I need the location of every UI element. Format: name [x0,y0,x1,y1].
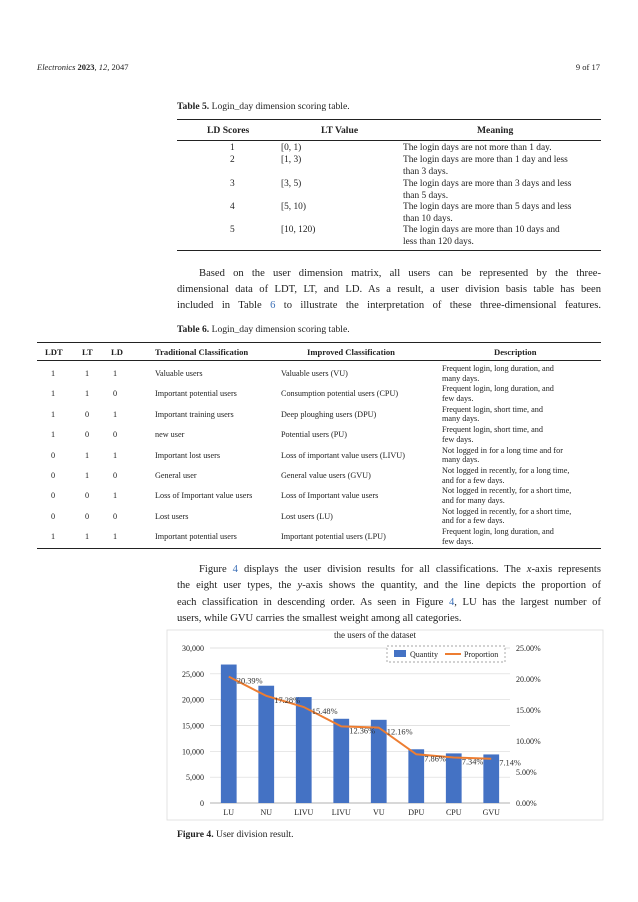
left-axis-tick-label: 5,000 [186,773,204,783]
table5-meaning-cont: than 10 days. [403,214,453,224]
table6-ld: 0 [113,430,118,440]
para2-text: Figure [199,564,227,575]
table6-traditional: Important training users [155,409,234,419]
proportion-data-label: 17.28% [274,695,301,705]
category-label: GVU [482,808,500,817]
table6-improved: Deep ploughing users (DPU) [281,409,377,419]
table5-score: 1 [230,143,235,153]
table6-bottom-rule [37,548,601,549]
para2-line4: users, while GVU carries the smallest weight among all categories. [177,613,462,625]
table6-description: few days. [442,536,474,546]
left-axis-tick-label: 10,000 [182,747,204,757]
table6-col-lt: LT [82,347,93,357]
table6-traditional: Loss of Important value users [155,491,253,501]
para2-line3 [177,595,601,611]
figure4-caption-label: Figure 4. [177,829,214,840]
table6-lt: 1 [85,532,90,542]
table6-improved: General value users (GVU) [281,471,371,480]
proportion-data-label: 15.48% [311,707,338,717]
para2-text: -axis shows the quantity, and the line depicts the proportion of [302,580,601,592]
category-label: CPU [445,808,462,817]
table6-col-ld: LD [111,347,123,357]
table5-meaning: The login days are not more than 1 day. [403,143,552,153]
para2-text: displays the user division results for all classifications. The [243,564,521,575]
quantity-bar [483,754,499,803]
table6-traditional: Lost users [155,511,189,521]
journal-year: 2023 [77,62,95,72]
table6-description: Frequent login, long duration, and [442,527,554,537]
table6-traditional: General user [155,471,197,480]
table6-caption-text: Login_day dimension scoring table. [211,324,350,335]
quantity-bar [258,686,274,803]
article-number: 2047 [111,62,129,72]
right-axis-tick-label: 15.00% [516,706,541,715]
table6-col-ldt: LDT [45,347,63,357]
table5-col-meaning: Meaning [477,125,514,136]
table6-ld: 1 [113,450,118,460]
para1-line1: Based on the user dimension matrix, all users can be represented by the three- [199,268,601,279]
chart-title: the users of the dataset [334,630,416,640]
table5-value: [1, 3) [281,155,302,165]
table5-meaning: The login days are more than 1 day and less [403,155,568,165]
table6-description: Frequent login, long duration, and [442,364,554,373]
table6-description: Frequent login, short time, and [442,404,543,414]
para2-text: each classification in descending order. As seen in Figure [177,596,444,608]
quantity-bar [296,697,312,803]
chart-legend [387,646,505,662]
table5-value: [0, 1) [281,143,302,153]
table5-score: 4 [230,202,235,212]
table6-description: Frequent login, long duration, and [442,384,554,394]
table6-ldt: 1 [51,532,56,542]
table6-description: many days. [442,455,480,465]
user-division-chart [165,628,605,824]
page-number: 9 of 17 [575,62,600,72]
table6-description: and for a few days. [442,516,505,526]
left-axis-tick-label: 25,000 [182,669,204,679]
table6-description: and for many days. [442,496,505,505]
table6-lt: 0 [85,409,90,419]
category-label: VU [372,808,385,817]
right-axis-tick-label: 20.00% [516,675,541,684]
table6-improved: Loss of important value users (LIVU) [281,450,405,460]
table6-lt: 0 [85,430,90,440]
table5-meaning-cont: than 5 days. [403,191,449,201]
paragraph-figure4-description [177,562,601,628]
quantity-bar [221,665,237,803]
category-label: LIVU [331,808,351,817]
table6-lt: 1 [85,369,90,378]
journal-volume: 12 [98,62,108,72]
table6-description: few days. [442,394,474,403]
table5-value: [10, 120) [281,225,316,235]
table6-traditional: new user [155,430,185,440]
table6-improved: Consumption potential users (CPU) [281,389,399,399]
table6-caption-label: Table 6. [177,324,210,335]
quantity-bar [408,749,424,803]
table6-description: Not logged in recently, for a short time, [442,486,572,496]
table5-meaning-cont: less than 120 days. [403,237,474,247]
table6-ldt: 1 [51,409,56,419]
table6-ld: 1 [113,491,118,501]
table5-value: [5, 10) [281,202,306,212]
paragraph-user-dimension [177,266,601,315]
figure4-caption-text: User division result. [216,829,294,840]
para2-text: the eight user types, the [177,580,292,592]
table6-reference-link[interactable]: 6 [270,300,276,312]
table6-improved: Loss of Important value users [281,491,379,501]
table5-score: 2 [230,155,235,165]
table6-traditional: Important lost users [155,450,221,460]
running-header-citation: Electronics 2023, 12, 2047 [37,62,129,72]
left-axis-tick-label: 20,000 [182,695,204,705]
table5-bottom-rule [177,250,601,251]
table6-ldt: 0 [51,491,56,501]
para1-line3-tail: to illustrate the interpretation of these three-dimensional features. [283,300,601,312]
quantity-bar [333,719,349,803]
table6-ldt: 1 [51,430,56,440]
table6-description: few days. [442,434,474,444]
table6-ld: 1 [113,409,118,419]
table6-ld: 1 [113,532,118,542]
proportion-data-label: 7.14% [499,758,521,768]
table6-ld: 0 [113,511,118,521]
category-label: NU [260,808,273,817]
table6-ldt: 1 [51,389,56,399]
table6-description: Frequent login, short time, and [442,425,543,435]
legend-quantity-label: Quantity [410,650,438,659]
table6-description: Not logged in recently, for a short time, [442,506,572,516]
table6-traditional: Important potential users [155,532,237,542]
table6-improved: Potential users (PU) [281,430,347,440]
table6-ldt: 1 [51,369,56,378]
table6-lt: 1 [85,450,90,460]
table6-improved: Valuable users (VU) [281,369,348,378]
journal-name: Electronics [37,62,76,72]
table6-description: Not logged in recently, for a long time, [442,466,570,475]
table5-meaning: The login days are more than 10 days and [403,225,560,235]
table6-ld: 0 [113,389,118,399]
table6-traditional: Important potential users [155,389,237,399]
legend-quantity-swatch [394,650,406,657]
table5-header-rule [177,140,601,141]
table6-lt: 0 [85,511,90,521]
table5-value: [3, 5) [281,179,302,189]
table6-ldt: 0 [51,450,56,460]
table6-caption [177,324,350,335]
table6-description: many days. [442,373,480,383]
table6-description: many days. [442,414,480,424]
right-axis-tick-label: 0.00% [516,799,537,808]
table6-improved: Important potential users (LPU) [281,532,386,542]
para1-line3-text: included in Table [177,300,262,312]
table6-lt: 1 [85,389,90,399]
table6-top-rule [37,342,601,343]
table6-improved: Lost users (LU) [281,511,333,521]
table6-col-traditional: Traditional Classification [155,347,249,357]
y-axis-symbol: y [297,580,303,592]
table5-meaning: The login days are more than 3 days and less [403,179,572,189]
proportion-data-label: 12.36% [349,726,376,736]
right-axis-tick-label: 5.00% [516,768,537,777]
figure4-caption [177,829,294,840]
para2-text: -axis represents [531,564,601,575]
proportion-data-label: 20.39% [236,676,263,686]
table5-caption-label: Table 5. [177,101,210,112]
quantity-bar [446,753,462,803]
table5-caption [177,101,350,112]
category-label: LIVU [294,808,314,817]
table6-col-improved: Improved Classification [307,347,395,357]
table5-col-ld-scores: LD Scores [207,125,250,136]
table6-description: Not logged in for a long time and for [442,445,563,455]
table5-top-rule [177,119,601,120]
left-axis-tick-label: 0 [200,799,204,808]
table6-lt: 1 [85,471,90,480]
table6-lt: 0 [85,491,90,501]
table6-col-description: Description [494,347,537,357]
table6-ldt: 0 [51,471,56,480]
proportion-data-label: 7.86% [424,754,446,764]
table6-ld: 0 [113,471,118,480]
para1-line2: dimensional data of LDT, LT, and LD. As a result, a user division basis table has been [177,284,601,296]
table5-meaning-cont: than 3 days. [403,167,449,177]
para1-line3 [177,298,601,314]
table5-score: 3 [230,179,235,189]
right-axis-tick-label: 10.00% [516,737,541,746]
table6-traditional: Valuable users [155,369,203,378]
proportion-data-label: 12.16% [386,727,413,737]
table5-score: 5 [230,225,235,235]
category-label: DPU [408,808,425,817]
para2-line1 [177,562,601,578]
table5-col-lt-value: LT Value [321,125,359,136]
left-axis-tick-label: 15,000 [182,721,204,731]
table6-header-rule [37,360,601,361]
table5-meaning: The login days are more than 5 days and less [403,202,572,212]
figure4-reference-link[interactable]: 4 [448,596,455,608]
category-label: LU [223,808,235,817]
table6-description: and for a few days. [442,475,505,485]
figure4-reference-link[interactable]: 4 [232,564,238,575]
para2-line2 [177,578,601,594]
legend-proportion-label: Proportion [464,650,499,659]
right-axis-tick-label: 25.00% [516,644,541,653]
para2-text: , LU has the largest number of [454,596,601,608]
table6-ldt: 0 [51,511,56,521]
proportion-data-label: 7.34% [461,757,484,767]
x-axis-symbol: x [526,564,532,575]
table6-ld: 1 [113,369,118,378]
table5-caption-text: Login_day dimension scoring table. [211,101,350,112]
left-axis-tick-label: 30,000 [182,644,204,653]
